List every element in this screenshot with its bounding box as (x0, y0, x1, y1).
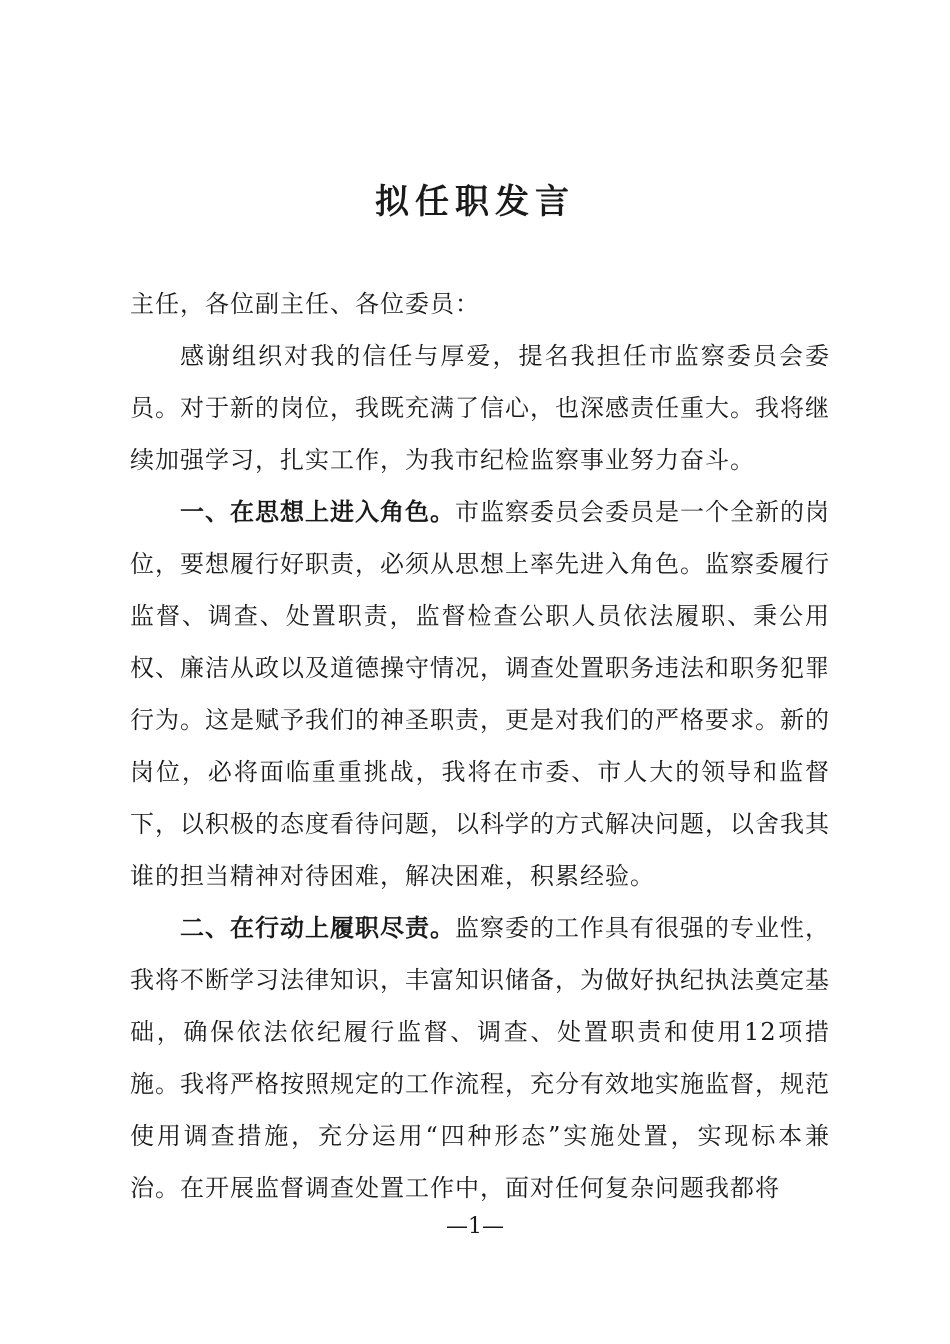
paragraph-text: 感谢组织对我的信任与厚爱，提名我担任市监察委员会委员。对于新的岗位，我既充满了信心，也深感责任重大。我将继续加强学习，扎实工作，为我市纪检监察事业努力奋斗。 (130, 342, 830, 474)
section-heading: 一、在思想上进入角色。 (180, 498, 455, 526)
page-number: —1— (446, 1214, 504, 1239)
paragraph-text: 市监察委员会委员是一个全新的岗位，要想履行好职责，必须从思想上率先进入角色。监察委履行监督、调查、处置职责，监督检查公职人员依法履职、秉公用权、廉洁从政以及道德操守情况，调查处置职务违法和职务犯罪行为。这是赋予我们的神圣职责，更是对我们的严格要求。新的岗位，必将面临重重挑战，我将在市委、市人大的领导和监督下，以积极的态度看待问题，以科学的方式解决问题，以舍我其谁的担当精神对待困难，解决困难，积累经验。 (130, 498, 830, 890)
section-heading: 二、在行动上履职尽责。 (180, 914, 455, 942)
salutation: 主任，各位副主任、各位委员： (130, 290, 480, 318)
document-body (130, 278, 830, 1214)
document-title: 拟任职发言 (375, 182, 575, 222)
paragraph-text: 监察委的工作具有很强的专业性，我将不断学习法律知识，丰富知识储备，为做好执纪执法奠定基础，确保依法依纪履行监督、调查、处置职责和使用12项措施。我将严格按照规定的工作流程，充分有效地实施监督，规范使用调查措施，充分运用“四种形态”实施处置，实现标本兼治。在开展监督调查处置工作中，面对任何复杂问题我都将 (130, 914, 830, 1202)
paragraph-section-2 (130, 902, 830, 1214)
paragraph-intro (130, 330, 830, 486)
paragraph-section-1 (130, 486, 830, 902)
